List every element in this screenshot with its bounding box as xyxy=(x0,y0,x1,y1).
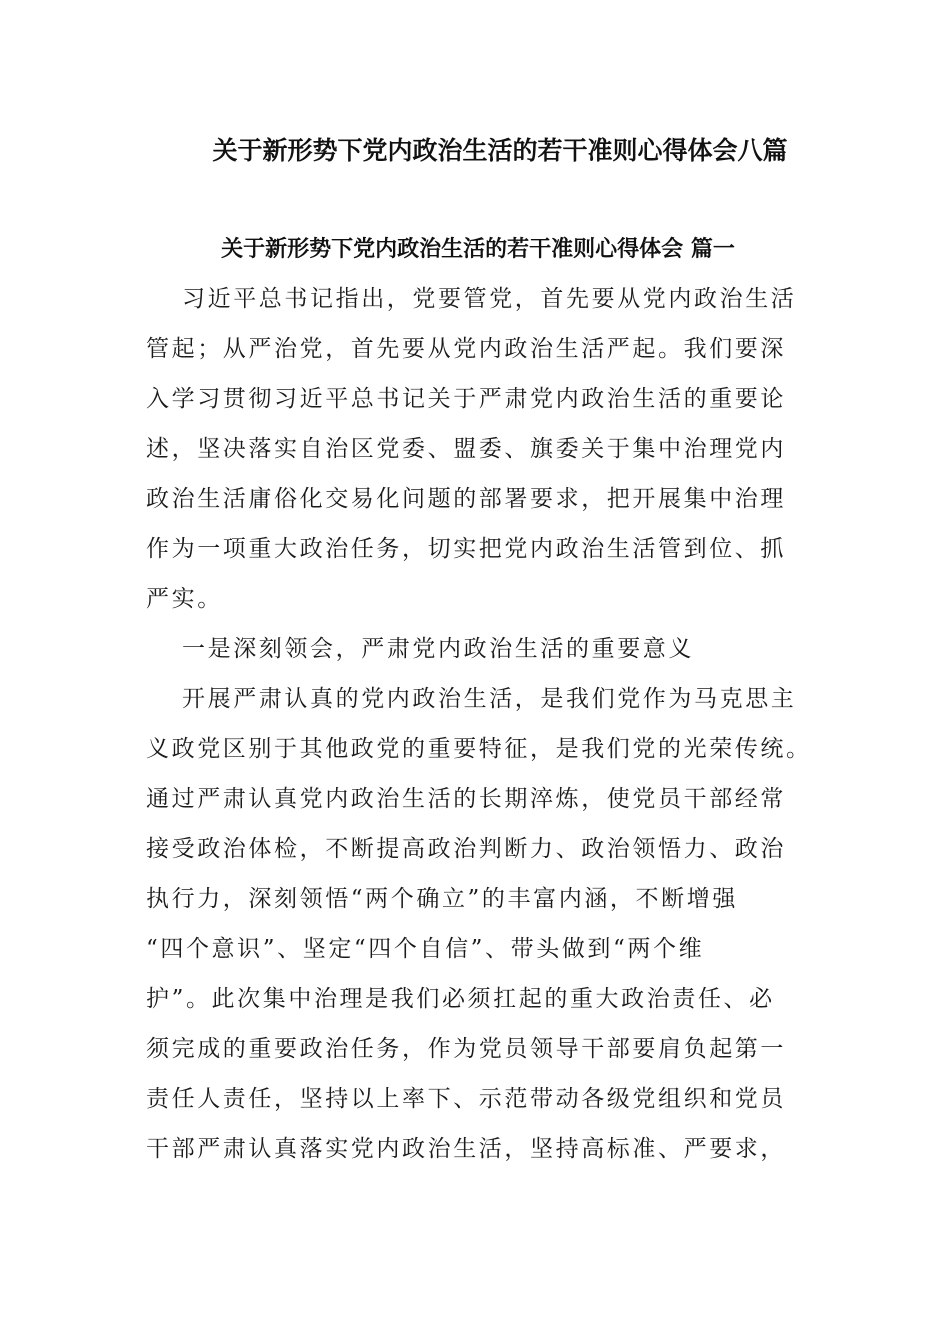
body-line: “四个意识”、坚定“四个自信”、带头做到“两个维 xyxy=(146,936,705,962)
body-line: 政治生活庸俗化交易化问题的部署要求，把开展集中治理 xyxy=(146,486,786,512)
body-line: 严实。 xyxy=(146,586,223,612)
body-line: 述，坚决落实自治区党委、盟委、旗委关于集中治理党内 xyxy=(146,436,786,462)
body-line: 接受政治体检，不断提高政治判断力、政治领悟力、政治 xyxy=(146,836,786,862)
body-line: 干部严肃认真落实党内政治生活，坚持高标准、严要求， xyxy=(146,1136,786,1162)
body-line: 作为一项重大政治任务，切实把党内政治生活管到位、抓 xyxy=(146,536,786,562)
body-line: 开展严肃认真的党内政治生活，是我们党作为马克思主 xyxy=(182,686,797,712)
section-heading-line: 一是深刻领会，严肃党内政治生活的重要意义 xyxy=(182,636,694,662)
body-line: 义政党区别于其他政党的重要特征，是我们党的光荣传统。 xyxy=(146,736,812,762)
body-line: 通过严肃认真党内政治生活的长期淬炼，使党员干部经常 xyxy=(146,786,786,812)
body-line: 执行力，深刻领悟“两个确立”的丰富内涵，不断增强 xyxy=(146,886,738,912)
body-line: 入学习贯彻习近平总书记关于严肃党内政治生活的重要论 xyxy=(146,386,786,412)
body-line: 须完成的重要政治任务，作为党员领导干部要肩负起第一 xyxy=(146,1036,786,1062)
document-title: 关于新形势下党内政治生活的若干准则心得体会八篇 xyxy=(212,136,788,165)
body-line: 习近平总书记指出，党要管党，首先要从党内政治生活 xyxy=(182,286,797,312)
body-line: 责任人责任，坚持以上率下、示范带动各级党组织和党员 xyxy=(146,1086,786,1112)
body-line: 护”。此次集中治理是我们必须扛起的重大政治责任、必 xyxy=(146,986,775,1012)
section-title: 关于新形势下党内政治生活的若干准则心得体会 篇一 xyxy=(221,237,735,262)
body-line: 管起；从严治党，首先要从党内政治生活严起。我们要深 xyxy=(146,336,786,362)
